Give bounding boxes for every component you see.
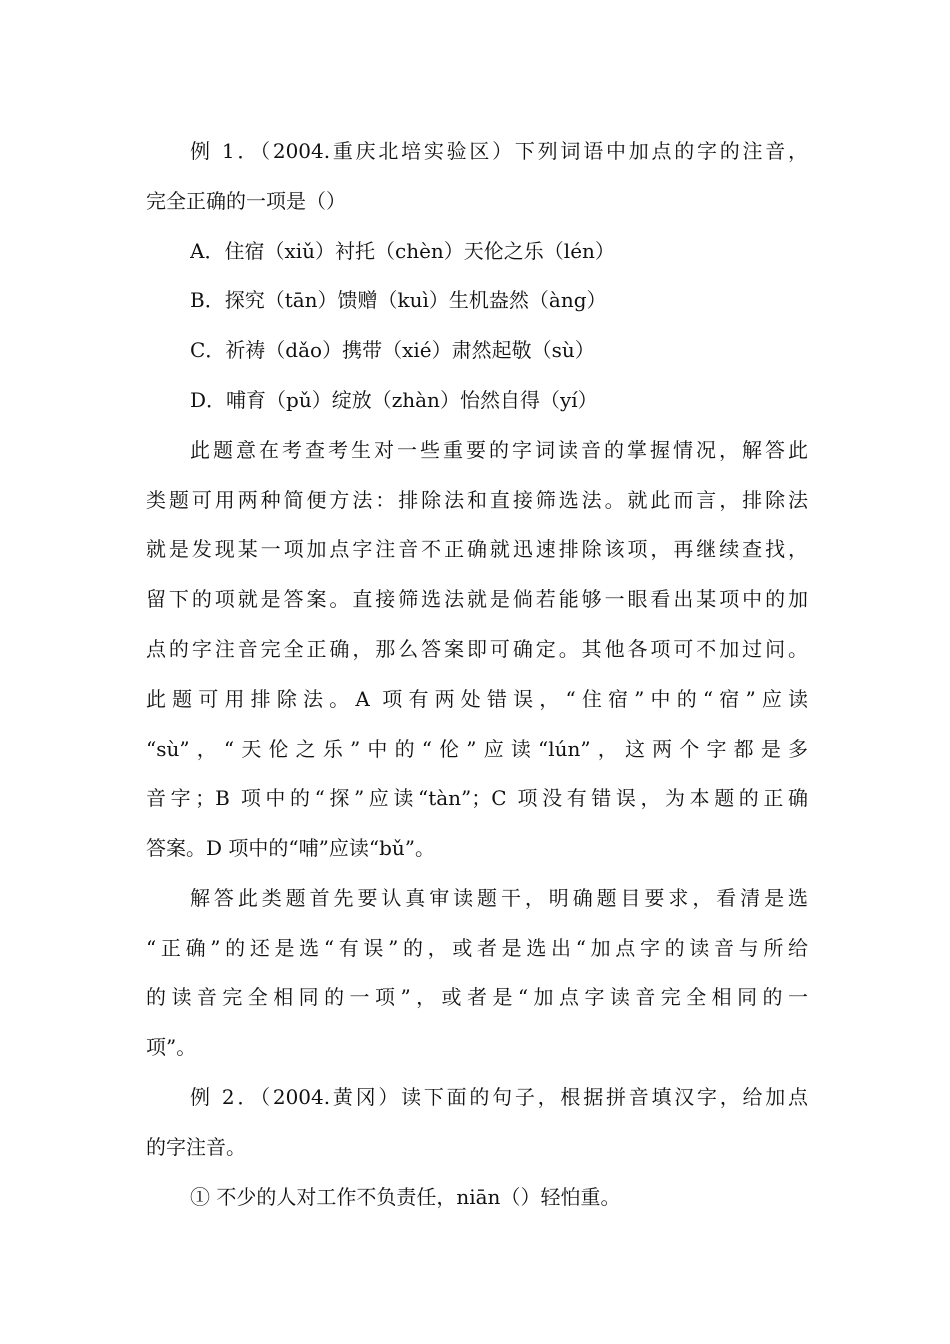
tip-line-3: 的读音完全相同的一项”，或者是“加点字读音完全相同的一: [146, 985, 808, 1009]
analysis-line-4: 留下的项就是答案。直接筛选法就是倘若能够一眼看出某项中的加: [146, 587, 808, 611]
option-b: B．探究（tān）馈赠（kuì）生机盎然（àng）: [190, 288, 607, 312]
analysis-line-7: “sù”，“天伦之乐”中的“伦”应读“lún”，这两个字都是多: [146, 737, 808, 761]
analysis-line-1: 此题意在考查考生对一些重要的字词读音的掌握情况，解答此: [190, 438, 808, 462]
example-2-question-line-1: 例 2．（2004.黄冈）读下面的句子，根据拼音填汉字，给加点: [190, 1085, 808, 1109]
analysis-line-5: 点的字注音完全正确，那么答案即可确定。其他各项可不加过问。: [146, 637, 808, 661]
option-c: C．祈祷（dǎo）携带（xié）肃然起敬（sù）: [190, 338, 595, 362]
tip-line-2: “正确”的还是选“有误”的，或者是选出“加点字的读音与所给: [146, 936, 808, 960]
option-d: D．哺育（pǔ）绽放（zhàn）怡然自得（yí）: [190, 388, 598, 412]
analysis-line-9: 答案。D 项中的“哺”应读“bǔ”。: [146, 836, 435, 860]
analysis-line-2: 类题可用两种简便方法：排除法和直接筛选法。就此而言，排除法: [146, 488, 808, 512]
analysis-line-6: 此题可用排除法。A 项有两处错误，“住宿”中的“宿”应读: [146, 687, 808, 711]
example-2-item-1: ① 不少的人对工作不负责任，niān（）轻怕重。: [190, 1185, 621, 1209]
analysis-line-3: 就是发现某一项加点字注音不正确就迅速排除该项，再继续查找，: [146, 537, 808, 561]
tip-line-1: 解答此类题首先要认真审读题干，明确题目要求，看清是选: [190, 886, 808, 910]
example-1-question-line-2: 完全正确的一项是（）: [146, 189, 346, 213]
option-a: A．住宿（xiǔ）衬托（chèn）天伦之乐（lén）: [190, 239, 615, 263]
example-1-question-line-1: 例 1．（2004.重庆北培实验区）下列词语中加点的字的注音，: [190, 139, 808, 163]
analysis-line-8: 音字；B 项中的“探”应读“tàn”；C 项没有错误，为本题的正确: [146, 786, 808, 810]
tip-line-4: 项”。: [146, 1035, 197, 1059]
example-2-question-line-2: 的字注音。: [146, 1135, 246, 1159]
